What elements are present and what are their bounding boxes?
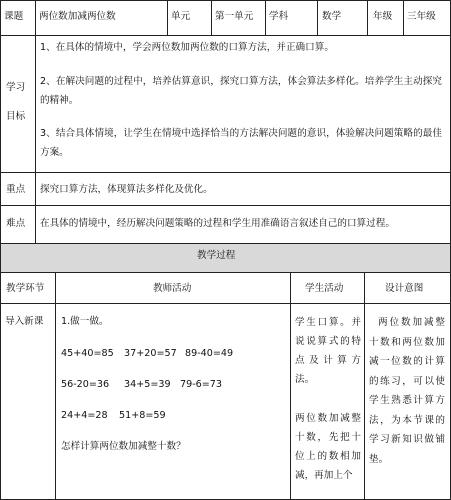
column-header: 设计意图	[385, 283, 424, 294]
grade-value: 三年级	[407, 11, 436, 22]
stage-label: 导入新课	[5, 316, 44, 327]
objectives-label: 学习	[6, 82, 26, 93]
rule	[0, 243, 451, 244]
rule	[0, 172, 451, 173]
design-intent: 两位数加减整十数和两位数加减一位数的计算的练习，可以使学生熟悉计算方法，为本节课的学习新知识做铺垫。	[369, 317, 445, 465]
difficulties-text: 在具体的情境中，经历解决问题策略的过程和学生用准确语言叙述自己的口算过程。	[40, 218, 395, 229]
rule	[167, 0, 168, 35]
objective-item: 2、在解决问题的过程中，培养估算意识，探究口算方法，体会算法多样化。培养学生主动探究的精神。	[40, 76, 442, 106]
subject-value: 数学	[322, 11, 342, 22]
rule	[290, 272, 291, 500]
rule	[317, 0, 318, 35]
expression: 79-6=73	[180, 379, 223, 390]
unit-value: 第一单元	[215, 11, 254, 22]
objective-item: 1、在具体的情境中，学会两位数加两位数的口算方法，并正确口算。	[40, 42, 334, 53]
rule	[35, 0, 36, 243]
expression: 89-40=49	[185, 348, 234, 359]
column-header: 教师活动	[153, 283, 192, 294]
rule	[55, 272, 56, 500]
expression: 37+20=57	[124, 348, 177, 359]
rule	[265, 0, 266, 35]
rule	[0, 0, 451, 1]
expression: 34+5=39	[124, 379, 171, 390]
student-activity: 两位数加减整十数，先把十位上的数相加减，再加上个	[295, 413, 361, 481]
rule	[367, 0, 368, 35]
key-points-text: 探究口算方法，体现算法多样化及优化。	[40, 184, 213, 195]
expression: 56-20=36	[61, 379, 110, 390]
unit-label: 单元	[171, 11, 191, 22]
teacher-heading: 1.做一做。	[61, 316, 109, 327]
column-header: 教学环节	[6, 283, 45, 294]
rule	[403, 0, 404, 35]
objective-item: 3、结合具体情境，让学生在情境中选择恰当的方法解决问题的意识，体验解决问题策略的最佳方案。	[40, 128, 442, 158]
topic-label: 课题	[4, 11, 24, 22]
rule	[364, 272, 365, 500]
rule	[0, 0, 1, 500]
column-header: 学生活动	[305, 283, 344, 294]
subject-label: 学科	[269, 11, 289, 22]
teacher-question: 怎样计算两位数加减整十数？	[61, 441, 186, 452]
difficulties-label: 难点	[6, 218, 26, 229]
topic-value: 两位数加减两位数	[39, 11, 116, 22]
student-activity: 学生口算。并说说算式的特点及计算方法。	[295, 317, 361, 385]
rule	[0, 272, 451, 273]
rule	[0, 205, 451, 206]
process-title: 教学过程	[197, 250, 236, 261]
rule	[0, 35, 451, 36]
expression: 24+4=28	[61, 410, 108, 421]
objectives-label: 目标	[6, 111, 26, 122]
key-points-label: 重点	[6, 184, 26, 195]
expression: 51+8=59	[119, 410, 166, 421]
rule	[0, 303, 451, 304]
expression: 45+40=85	[61, 348, 114, 359]
rule	[211, 0, 212, 35]
grade-label: 年级	[373, 11, 393, 22]
